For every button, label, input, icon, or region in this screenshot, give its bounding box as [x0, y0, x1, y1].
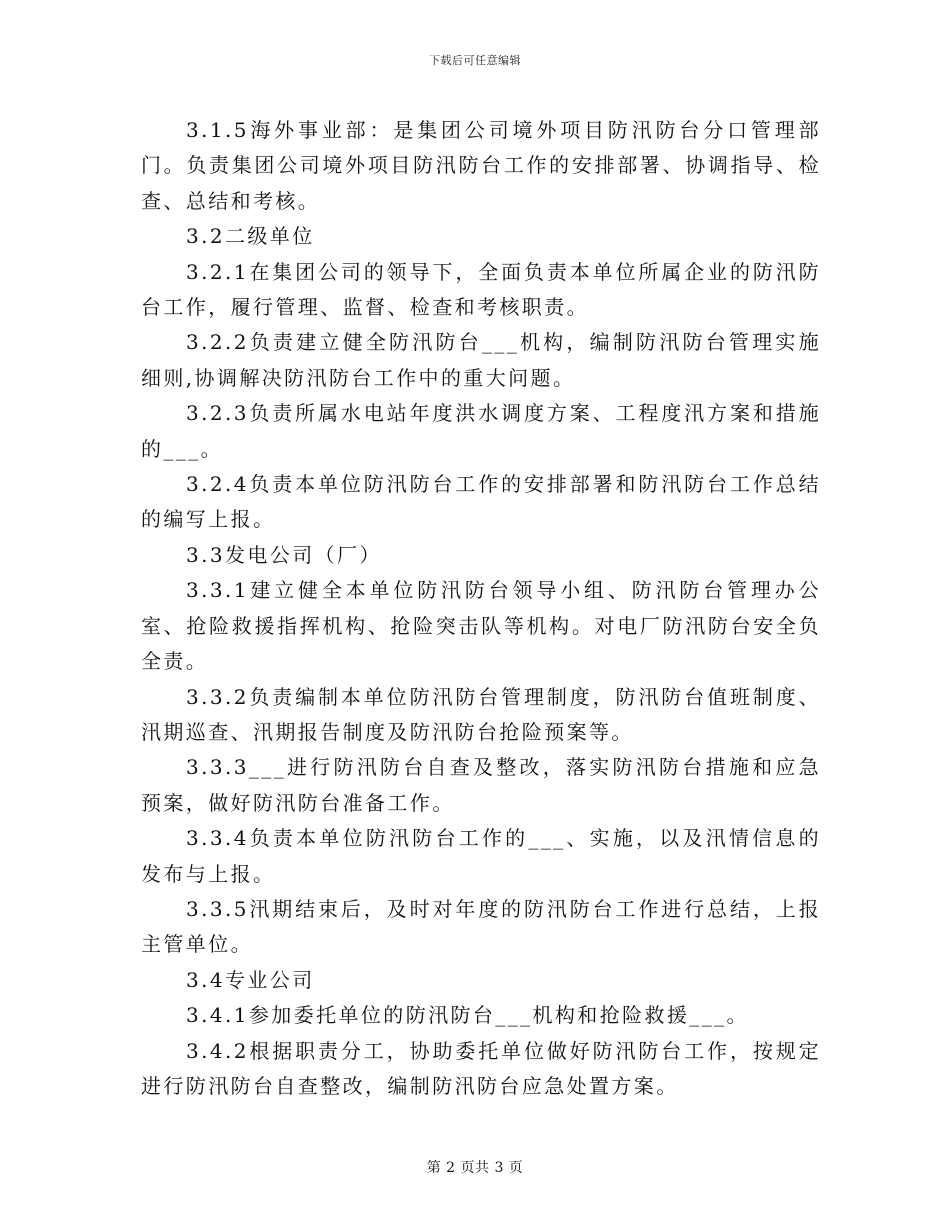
paragraph-3-4-2: 3.4.2根据职责分工，协助委托单位做好防汛防台工作，按规定进行防汛防台自查整改，编制防汛防台应急处置方案。 [141, 1038, 821, 1098]
paragraph-3-3-4: 3.3.4负责本单位防汛防台工作的___、实施，以及汛情信息的发布与上报。 [141, 826, 821, 886]
heading-3-2: 3.2二级单位 [186, 224, 315, 249]
paragraph-3-2-4: 3.2.4负责本单位防汛防台工作的安排部署和防汛防台工作总结的编写上报。 [141, 472, 821, 532]
paragraph-3-3-2: 3.3.2负责编制本单位防汛防台管理制度，防汛防台值班制度、汛期巡查、汛期报告制度及防汛防台抢险预案等。 [141, 684, 821, 744]
heading-3-4: 3.4专业公司 [186, 967, 315, 992]
heading-3-3: 3.3发电公司（厂） [186, 542, 382, 567]
page-footer: 第 2 页共 3 页 [426, 1160, 524, 1176]
paragraph-3-2-2: 3.2.2负责建立健全防汛防台___机构，编制防汛防台管理实施细则,协调解决防汛防台工作中的重大问题。 [141, 330, 821, 390]
paragraph-3-3-1: 3.3.1建立健全本单位防汛防台领导小组、防汛防台管理办公室、抢险救援指挥机构、抢险突击队等机构。对电厂防汛防台安全负全责。 [141, 578, 821, 674]
paragraph-3-2-1: 3.2.1在集团公司的领导下，全面负责本单位所属企业的防汛防台工作，履行管理、监督、检查和考核职责。 [141, 259, 821, 320]
paragraph-3-4-1: 3.4.1参加委托单位的防汛防台___机构和抢险救援___。 [186, 1003, 749, 1028]
paragraph-3-1-5: 3.1.5海外事业部：是集团公司境外项目防汛防台分口管理部门。负责集团公司境外项目防汛防台工作的安排部署、协调指导、检查、总结和考核。 [141, 118, 821, 213]
paragraph-3-2-3: 3.2.3负责所属水电站年度洪水调度方案、工程度汛方案和措施的___。 [141, 401, 821, 461]
page-header: 下载后可任意编辑 [429, 54, 521, 67]
document-body [141, 113, 821, 1104]
paragraph-3-3-3: 3.3.3___进行防汛防台自查及整改，落实防汛防台措施和应急预案，做好防汛防台准备工作。 [141, 755, 821, 815]
paragraph-3-3-5: 3.3.5汛期结束后，及时对年度的防汛防台工作进行总结，上报主管单位。 [141, 896, 821, 957]
